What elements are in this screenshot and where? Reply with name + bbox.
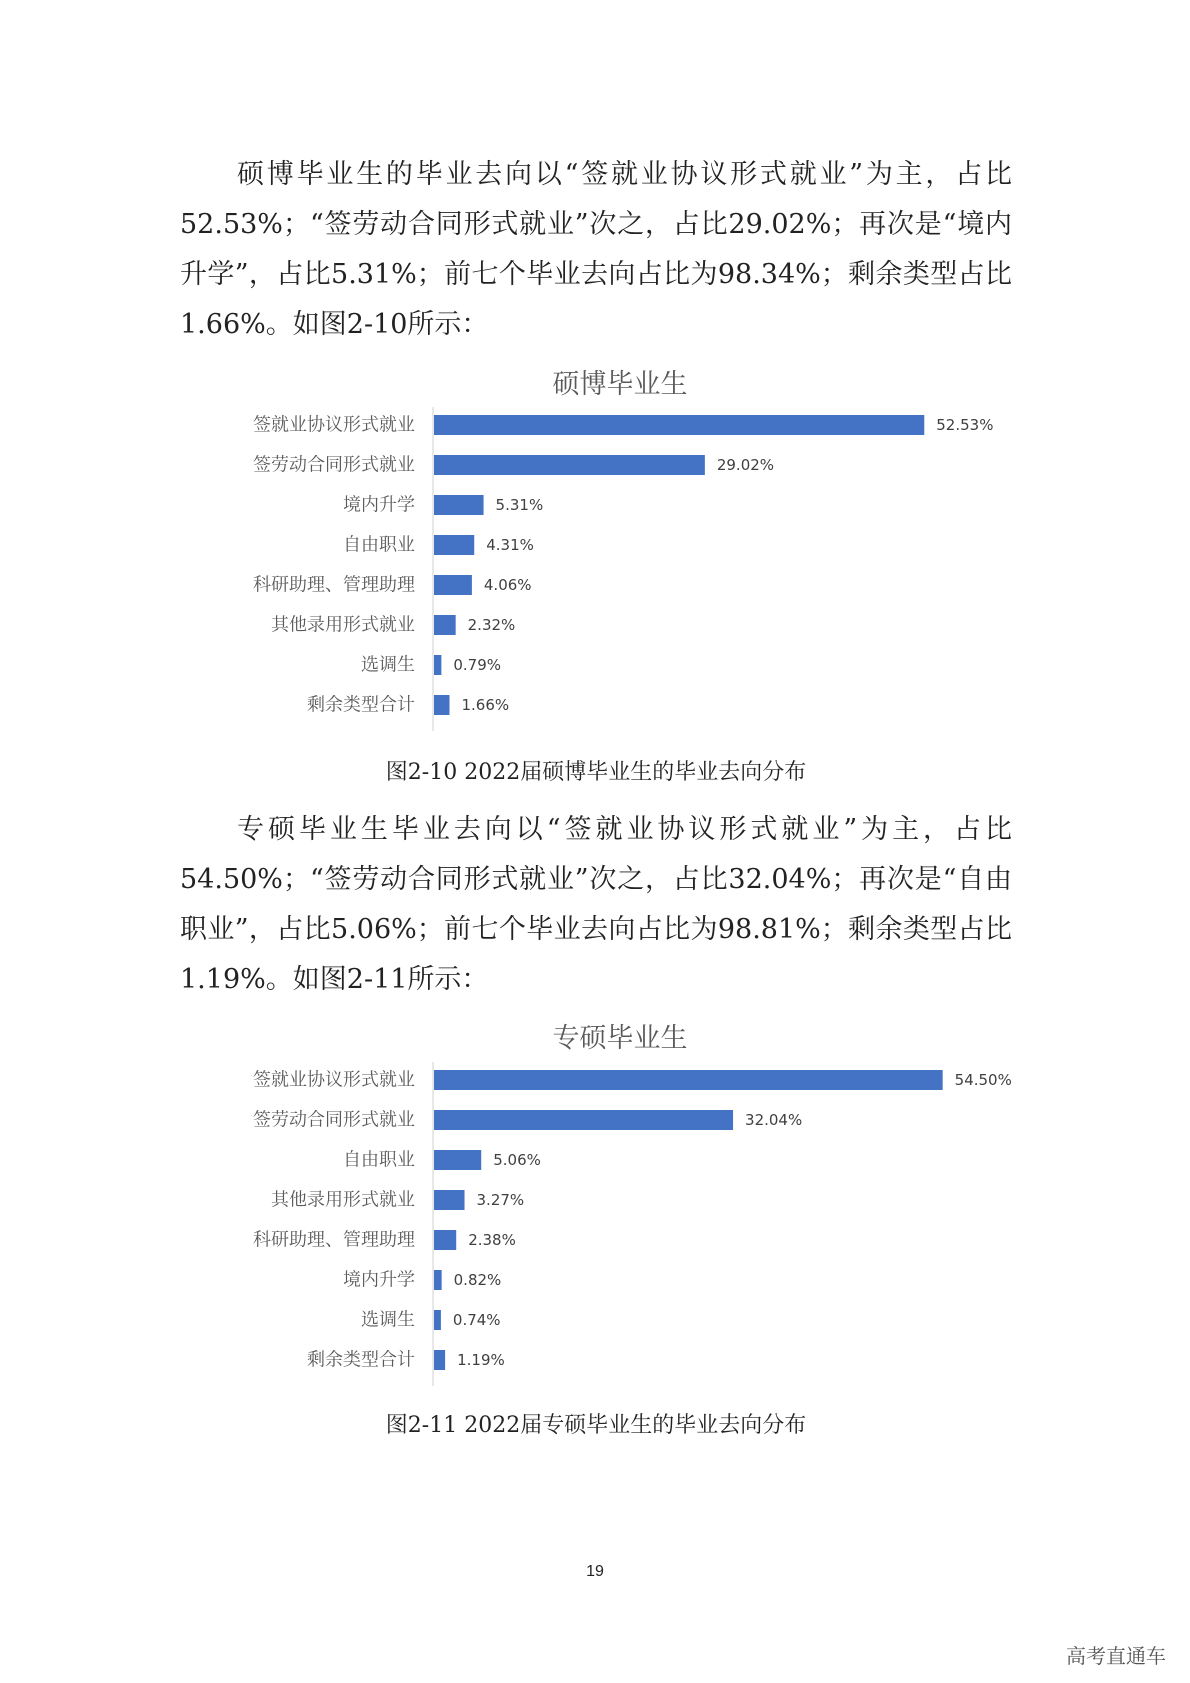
chart-2-title: 专硕毕业生 <box>552 1023 688 1054</box>
data-label: 54.50% <box>954 1071 1012 1089</box>
category-label: 签劳动合同形式就业 <box>253 1109 415 1131</box>
data-label: 1.66% <box>461 696 510 714</box>
category-label: 科研助理、管理助理 <box>253 1229 415 1251</box>
data-label: 0.82% <box>453 1271 502 1289</box>
bar <box>434 655 441 675</box>
category-label: 签劳动合同形式就业 <box>253 454 415 476</box>
chart-2 <box>180 1060 1020 1380</box>
category-label: 其他录用形式就业 <box>271 1189 415 1211</box>
data-label: 32.04% <box>745 1111 803 1129</box>
category-label: 科研助理、管理助理 <box>253 574 415 596</box>
figure-caption-2-10: 图2-10 2022届硕博毕业生的毕业去向分布 <box>385 760 807 785</box>
category-label: 境内升学 <box>343 1269 415 1291</box>
bar <box>434 1110 733 1130</box>
data-label: 29.02% <box>716 456 775 474</box>
data-label: 1.19% <box>457 1351 505 1369</box>
data-label: 0.79% <box>453 656 502 674</box>
chart-1-svg <box>180 405 1020 725</box>
bar <box>434 1230 456 1250</box>
bar <box>434 1190 465 1210</box>
data-label: 2.32% <box>467 616 516 634</box>
category-label: 剩余类型合计 <box>307 1349 415 1371</box>
bar <box>434 615 456 635</box>
data-label: 4.06% <box>483 576 532 594</box>
bar <box>434 695 449 715</box>
watermark: 高考直通车 <box>1066 1644 1166 1668</box>
bar <box>434 575 472 595</box>
chart-2-svg <box>180 1060 1020 1380</box>
data-label: 3.27% <box>476 1191 525 1209</box>
data-label: 2.38% <box>468 1231 516 1249</box>
category-label: 自由职业 <box>343 534 415 556</box>
figure-caption-2-11: 图2-11 2022届专硕毕业生的毕业去向分布 <box>385 1413 807 1438</box>
bar <box>434 1270 442 1290</box>
bar <box>434 1310 441 1330</box>
category-label: 自由职业 <box>343 1149 415 1171</box>
category-label: 境内升学 <box>343 494 415 516</box>
page-number: 19 <box>586 1563 604 1580</box>
data-label: 5.31% <box>495 496 544 514</box>
category-label: 选调生 <box>361 654 415 676</box>
chart-1-title: 硕博毕业生 <box>552 369 688 400</box>
category-label: 剩余类型合计 <box>307 694 415 716</box>
bar <box>434 1150 481 1170</box>
bar <box>434 495 484 515</box>
paragraph-2: 专硕毕业生毕业去向以“签就业协议形式就业”为主，占比54.50%；“签劳动合同形式就业”次之，占比32.04%；再次是“自由职业”，占比5.06%；前七个毕业去向占比为98.81%；剩余类型占比1.19%。如图2-11所示： <box>180 814 1012 995</box>
data-label: 5.06% <box>493 1151 541 1169</box>
chart-1 <box>180 405 1020 725</box>
bar <box>434 455 705 475</box>
category-label: 选调生 <box>361 1309 415 1331</box>
category-label: 签就业协议形式就业 <box>253 414 415 436</box>
category-label: 其他录用形式就业 <box>271 614 415 636</box>
data-label: 0.74% <box>452 1311 501 1329</box>
paragraph-1: 硕博毕业生的毕业去向以“签就业协议形式就业”为主，占比52.53%；“签劳动合同形式就业”次之，占比29.02%；再次是“境内升学”，占比5.31%；前七个毕业去向占比为98.34%；剩余类型占比1.66%。如图2-10所示： <box>180 159 1012 340</box>
data-label: 4.31% <box>486 536 534 554</box>
bar <box>434 535 474 555</box>
category-label: 签就业协议形式就业 <box>253 1069 415 1091</box>
data-label: 52.53% <box>936 416 994 434</box>
bar <box>434 1350 445 1370</box>
bar <box>434 1070 943 1090</box>
bar <box>434 415 924 435</box>
